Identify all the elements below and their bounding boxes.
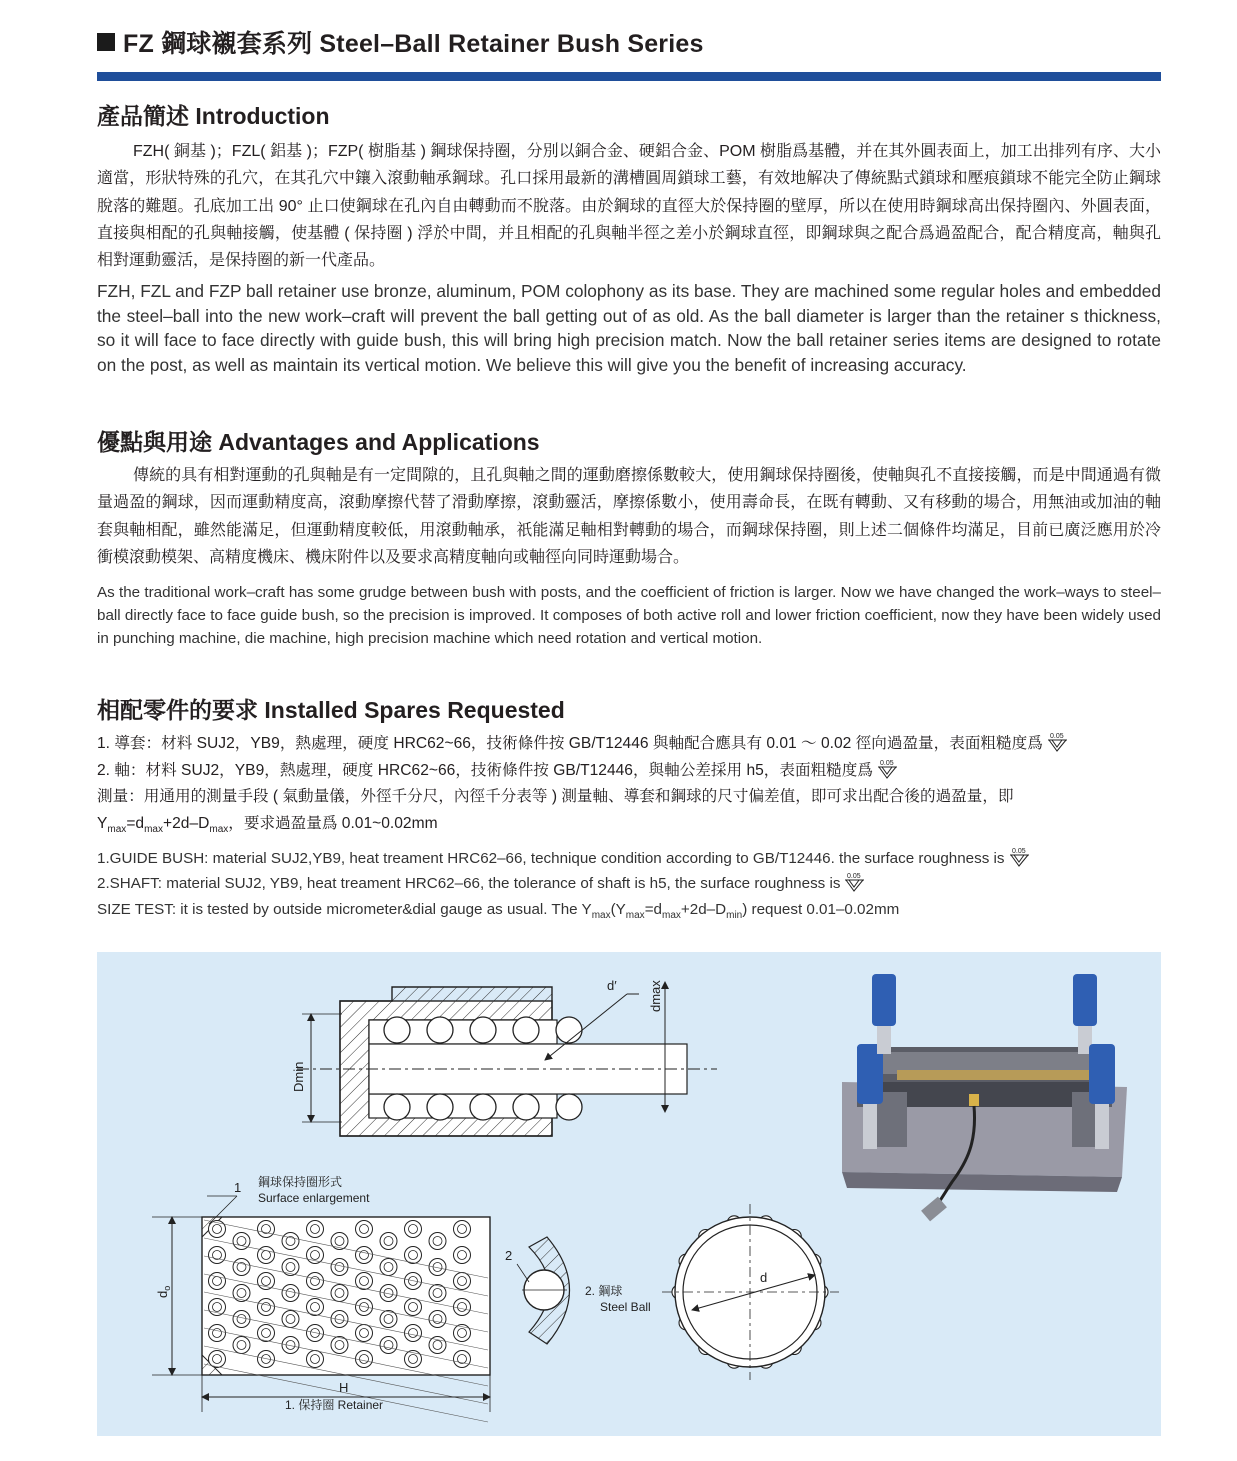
retainer-ball	[405, 1351, 422, 1368]
guide-post-right-back	[1073, 974, 1097, 1054]
retainer-ball	[209, 1273, 226, 1290]
retainer-ball	[233, 1259, 250, 1276]
retainer-ball	[380, 1233, 397, 1250]
retainer-ball	[429, 1337, 446, 1354]
retainer-ball	[282, 1337, 299, 1354]
introduction-zh: FZH( 銅基 )；FZL( 鋁基 )；FZP( 樹脂基 ) 鋼球保持圈，分別以銅合金、硬鋁合金、POM 樹脂爲基體，并在其外圓表面上，加工出排列有序、大小適當，形狀特殊的孔穴，在其孔穴中鑲入滾動軸承鋼球。孔口採用最新的溝槽圓周鎖球工藝，有效地解决了傳統點式鎖球和壓痕鎖球不能完全防止鋼球脫落的難題。孔底加工出 90° 止口使鋼球在孔內自由轉動而不脫落。由於鋼球的直徑大於保持圈的壁厚，所以在使用時鋼球高出保持圈內、外圓表面，直接與相配的孔與軸接觸，使基體 ( 保持圈 ) 浮於中間，并且相配的孔與軸半徑之差小於鋼球直徑，即鋼球與之配合爲過盈配合，配合精度高，軸與孔相對運動靈活，是保持圈的新一代產品。	[97, 143, 1161, 270]
dmax-label: dmax	[648, 980, 663, 1012]
retainer-ball	[331, 1285, 348, 1302]
callout-1-label: 1	[234, 1180, 242, 1195]
retainer-ball	[405, 1325, 422, 1342]
retainer-ball	[331, 1233, 348, 1250]
retainer-ball	[356, 1273, 373, 1290]
figure-drawing	[97, 952, 1161, 1436]
roughness-symbol-icon	[843, 872, 865, 892]
retainer-ball	[258, 1299, 275, 1316]
title-square-icon	[97, 33, 115, 51]
surface-en-label: Surface enlargement	[258, 1191, 370, 1205]
figure-panel	[97, 952, 1161, 1436]
retainer-ball	[209, 1221, 226, 1238]
spares-zh-line4: $Y_{max}=d_{max}+2d-D_{max}$，要求過盈量爲 0.01~0.02mm	[97, 814, 438, 835]
retainer-ball	[307, 1299, 324, 1316]
spares-zh	[97, 731, 1161, 843]
retainer-ball	[282, 1311, 299, 1328]
retainer-ball	[258, 1221, 275, 1238]
svg-text:0.05: 0.05	[879, 759, 894, 767]
spares-en	[97, 846, 1161, 928]
retainer-ball	[209, 1247, 226, 1264]
retainer-ball	[307, 1221, 324, 1238]
spares-zh-line3: 測量：用通用的測量手段 ( 氣動量儀，外徑千分尺，內徑千分表等 ) 測量軸、導套和鋼球的尺寸偏差值，即可求出配合後的過盈量，即	[97, 788, 1014, 805]
retainer-ball	[258, 1325, 275, 1342]
retainer-ball	[307, 1273, 324, 1290]
svg-text:0.05: 0.05	[1011, 848, 1026, 855]
retainer-ball	[380, 1285, 397, 1302]
retainer-ball	[454, 1351, 471, 1368]
retainer-ball	[356, 1299, 373, 1316]
retainer-ball	[356, 1351, 373, 1368]
retainer-surface-enlargement	[152, 1174, 490, 1422]
retainer-ball	[454, 1325, 471, 1342]
retainer-ball	[429, 1311, 446, 1328]
svg-text:0.05: 0.05	[847, 873, 862, 881]
retainer-ball	[405, 1299, 422, 1316]
retainer-ball	[258, 1351, 275, 1368]
retainer-ball	[405, 1247, 422, 1264]
spares-zh-line2: 2. 軸：材料 SUJ2，YB9，熱處理，硬度 HRC62~66，技術條件按 GB/T12446，與軸公差採用 h5，表面粗糙度爲 0.05	[97, 758, 1161, 785]
page-title	[97, 24, 704, 60]
retainer-ball	[454, 1299, 471, 1316]
retainer-ball	[307, 1351, 324, 1368]
retainer-ball	[356, 1221, 373, 1238]
retainer-ball	[454, 1221, 471, 1238]
retainer-ball	[282, 1259, 299, 1276]
retainer-label: 1. 保持圈 Retainer	[285, 1398, 384, 1412]
retainer-ball	[209, 1325, 226, 1342]
retainer-ball	[454, 1247, 471, 1264]
retainer-ring	[662, 1204, 839, 1380]
retainer-ball	[405, 1221, 422, 1238]
d-prime-label: d′	[607, 978, 617, 993]
retainer-ball	[331, 1311, 348, 1328]
retainer-ball	[380, 1259, 397, 1276]
title-text: FZ 鋼球襯套系列 Steel–Ball Retainer Bush Series	[123, 30, 704, 58]
steelball-zh-label: 2. 鋼球	[585, 1284, 623, 1298]
roughness-symbol-icon	[876, 759, 898, 779]
dmin-label: Dmin	[291, 1061, 306, 1092]
roughness-symbol-icon	[1008, 847, 1030, 867]
roughness-symbol-icon	[1046, 732, 1068, 752]
retainer-ball	[233, 1337, 250, 1354]
retainer-ball	[454, 1273, 471, 1290]
spares-en-line3: SIZE TEST: it is tested by outside micrometer&dial gauge as usual. The $Y_{max}(Y_{max}=d_{max}+2d-D_{min})$ request 0.01–0.02mm	[97, 900, 900, 921]
steelball-en-label: Steel Ball	[600, 1300, 651, 1314]
retainer-ball	[209, 1351, 226, 1368]
spares-en-line2: 2.SHAFT: material SUJ2, YB9, heat treament HRC62–66, the tolerance of shaft is h5, the surface roughness is 0.05	[97, 871, 1161, 896]
retainer-ball	[282, 1233, 299, 1250]
guide-post-left-back	[872, 974, 896, 1054]
title-rule	[97, 72, 1161, 81]
spares-en-line1: 1.GUIDE BUSH: material SUJ2,YB9, heat treament HRC62–66, technique condition according to GB/T12446. the surface roughness is 0.05	[97, 846, 1161, 871]
retainer-ball	[307, 1325, 324, 1342]
retainer-ball	[356, 1325, 373, 1342]
introduction-en: FZH, FZL and FZP ball retainer use bronze, aluminum, POM colophony as its base. They are machined some regular holes and embedded the steel–ball into the new work–craft will prevent the ball getting out of as old. As the ball diameter is larger than the retainer s thickness, so it will face to face directly with guide bush, this will bring high precision match. Now the ball retainer series items are designed to rotate on the post, as well as maintain its vertical motion. We believe this will give you the benefit of increasing accuracy.	[97, 281, 1161, 375]
bush-cross-section	[291, 978, 717, 1136]
advantages-heading: 優點與用途 Advantages and Applications	[97, 429, 540, 455]
ball-detail	[505, 1237, 651, 1344]
retainer-ball	[356, 1247, 373, 1264]
surface-zh-label: 鋼球保持圈形式	[258, 1175, 343, 1189]
introduction-heading: 產品簡述 Introduction	[97, 103, 330, 129]
advantages-zh: 傳統的具有相對運動的孔與軸是有一定間隙的，且孔與軸之間的運動磨擦係數較大，使用鋼球保持圈後，使軸與孔不直接接觸，而是中間通過有微量過盈的鋼球，因而運動精度高，滾動摩擦代替了滑動摩擦，滾動靈活，摩擦係數小，使用壽命長，在既有轉動、又有移動的場合，用無油或加油的軸套與軸相配，雖然能滿足，但運動精度較低，用滾動軸承，祇能滿足軸相對轉動的場合，而鋼球保持圈，則上述二個條件均滿足，目前已廣泛應用於冷衝模滾動模架、高精度機床、機床附件以及要求高精度軸向或軸徑向同時運動場合。	[97, 467, 1161, 566]
retainer-ball	[429, 1259, 446, 1276]
h-label: H	[339, 1380, 349, 1395]
retainer-ball	[258, 1247, 275, 1264]
d-label: d	[760, 1270, 768, 1285]
retainer-ball	[233, 1285, 250, 1302]
retainer-ball	[380, 1337, 397, 1354]
callout-2-label: 2	[505, 1248, 513, 1263]
svg-text:0.05: 0.05	[1049, 733, 1064, 740]
die-set-photo	[842, 974, 1127, 1221]
advantages-en: As the traditional work–craft has some grudge between bush with posts, and the coefficient of friction is larger. Now we have changed the work–ways to steel–ball directly face to face guide bush, so the precision is improved. It composes of both active roll and lower friction coefficient, now they have been widely used in punching machine, die machine, high precision machine which need rotation and vertical motion.	[97, 584, 1161, 648]
spares-zh-line1: 1. 導套：材料 SUJ2，YB9，熱處理，硬度 HRC62~66，技術條件按 GB/T12446 與軸配合應具有 0.01 ～ 0.02 徑向過盈量，表面粗糙度爲 0.05	[97, 731, 1161, 758]
do-label: $d_o$	[155, 1285, 172, 1298]
retainer-ball	[405, 1273, 422, 1290]
spares-heading: 相配零件的要求 Installed Spares Requested	[97, 697, 565, 723]
retainer-ball	[429, 1233, 446, 1250]
